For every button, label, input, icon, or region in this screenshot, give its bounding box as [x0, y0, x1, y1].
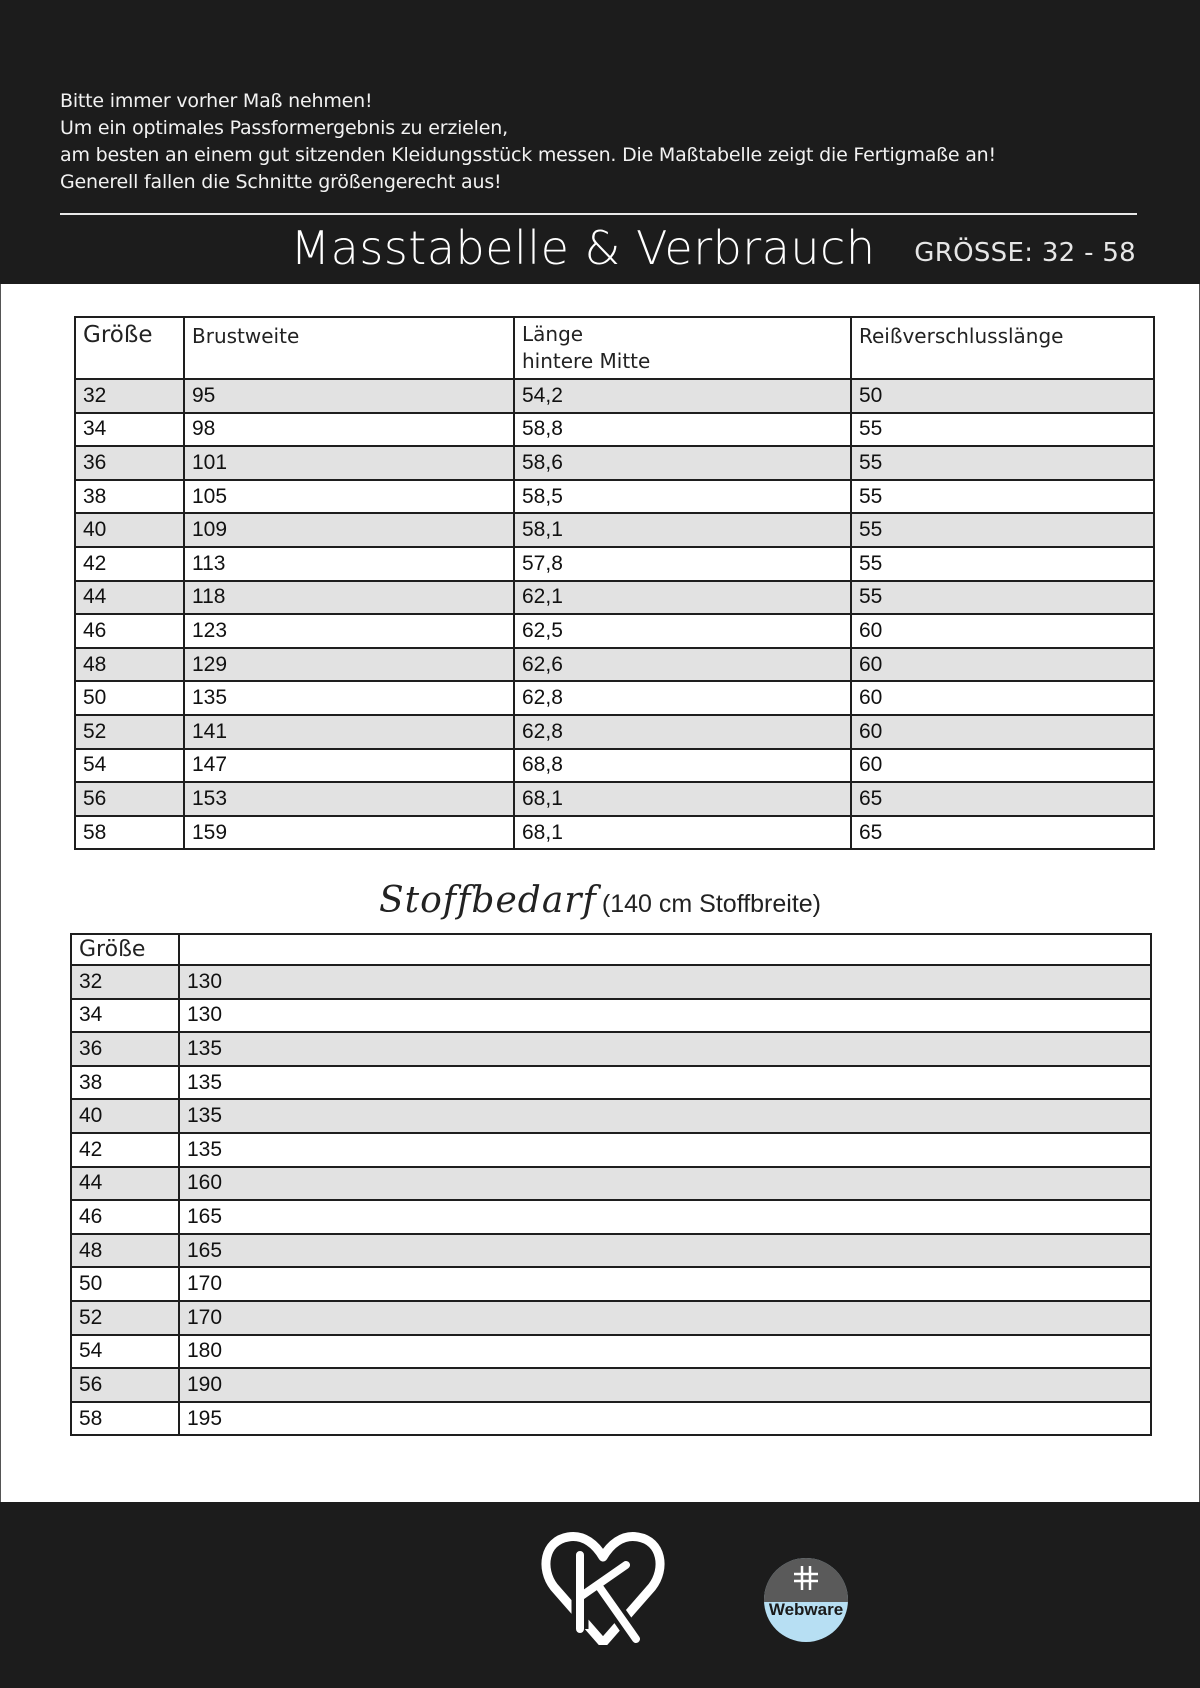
table-cell: 62,8: [514, 715, 851, 749]
table-cell: 40: [75, 513, 184, 547]
table-cell: 58: [75, 816, 184, 850]
table-cell: 40: [71, 1099, 179, 1133]
heart-k-logo-icon: [540, 1525, 666, 1645]
table-cell: 65: [851, 816, 1154, 850]
column-header-chest: Brustweite: [184, 317, 514, 379]
table-cell: 42: [71, 1133, 179, 1167]
fabric-title: [0, 880, 1200, 921]
table-cell: 58: [71, 1402, 179, 1436]
table-cell: 34: [75, 413, 184, 447]
header-divider: [60, 213, 1137, 215]
table-cell: 123: [184, 614, 514, 648]
table-row: [71, 1167, 1151, 1201]
column-header-zipper: Reißverschlusslänge: [851, 317, 1154, 379]
table-cell: 68,1: [514, 816, 851, 850]
table-row: [75, 782, 1154, 816]
table-row: [71, 1066, 1151, 1100]
table-cell: 58,6: [514, 446, 851, 480]
table-cell: 62,5: [514, 614, 851, 648]
table-cell: 180: [179, 1335, 1151, 1369]
column-header-length-line2: hintere Mitte: [522, 349, 651, 373]
table-header-row: [75, 317, 1154, 379]
table-cell: 54,2: [514, 379, 851, 413]
table-cell: 101: [184, 446, 514, 480]
table-cell: 60: [851, 681, 1154, 715]
table-row: [71, 1301, 1151, 1335]
table-cell: 95: [184, 379, 514, 413]
table-cell: 113: [184, 547, 514, 581]
table-cell: 50: [71, 1267, 179, 1301]
table-row: [75, 614, 1154, 648]
column-header-amount: [179, 934, 1151, 965]
table-cell: 54: [75, 749, 184, 783]
table-cell: 160: [179, 1167, 1151, 1201]
table-row: [75, 581, 1154, 615]
table-cell: 50: [851, 379, 1154, 413]
table-cell: 60: [851, 749, 1154, 783]
table-row: [75, 681, 1154, 715]
table-cell: 58,8: [514, 413, 851, 447]
table-cell: 130: [179, 965, 1151, 999]
page-title: Masstabelle & Verbrauch: [290, 221, 876, 275]
intro-line: Bitte immer vorher Maß nehmen!: [60, 90, 373, 112]
table-cell: 55: [851, 547, 1154, 581]
table-row: [75, 749, 1154, 783]
table-cell: 55: [851, 446, 1154, 480]
table-cell: 52: [71, 1301, 179, 1335]
table-cell: 135: [184, 681, 514, 715]
table-cell: 135: [179, 1066, 1151, 1100]
table-row: [75, 547, 1154, 581]
table-cell: 68,1: [514, 782, 851, 816]
badge-label: Webware: [768, 1600, 844, 1619]
table-row: [75, 648, 1154, 682]
table-cell: 56: [75, 782, 184, 816]
table-row: [71, 1402, 1151, 1436]
table-cell: 56: [71, 1368, 179, 1402]
table-cell: 58,1: [514, 513, 851, 547]
table-cell: 36: [75, 446, 184, 480]
table-cell: 44: [75, 581, 184, 615]
grid-icon: [792, 1564, 820, 1592]
table-row: [75, 480, 1154, 514]
header: [0, 0, 1200, 284]
intro-text: [60, 88, 1140, 196]
table-cell: 170: [179, 1301, 1151, 1335]
table-row: [71, 1335, 1151, 1369]
table-row: [71, 1267, 1151, 1301]
table-cell: 147: [184, 749, 514, 783]
table-cell: 98: [184, 413, 514, 447]
fabric-table: [70, 933, 1152, 1436]
table-cell: 55: [851, 480, 1154, 514]
table-cell: 38: [75, 480, 184, 514]
table-cell: 34: [71, 999, 179, 1033]
table-row: [75, 715, 1154, 749]
table-row: [71, 999, 1151, 1033]
table-cell: 46: [71, 1200, 179, 1234]
table-cell: 195: [179, 1402, 1151, 1436]
table-cell: 65: [851, 782, 1154, 816]
table-cell: 36: [71, 1032, 179, 1066]
table-row: [71, 1200, 1151, 1234]
table-cell: 165: [179, 1234, 1151, 1268]
table-cell: 60: [851, 614, 1154, 648]
intro-line: Generell fallen die Schnitte größengerecht aus!: [60, 171, 502, 193]
table-row: [71, 1234, 1151, 1268]
table-row: [71, 1099, 1151, 1133]
fabric-title-sub: (140 cm Stoffbreite): [601, 890, 822, 918]
table-row: [75, 816, 1154, 850]
table-cell: 60: [851, 715, 1154, 749]
column-header-size: Größe: [75, 317, 184, 379]
table-row: [71, 1133, 1151, 1167]
table-cell: 62,8: [514, 681, 851, 715]
column-header-size: Größe: [71, 934, 179, 965]
column-header-length: [514, 317, 851, 379]
table-cell: 62,1: [514, 581, 851, 615]
table-row: [71, 1032, 1151, 1066]
webware-badge: [764, 1558, 848, 1642]
table-cell: 32: [71, 965, 179, 999]
table-cell: 62,6: [514, 648, 851, 682]
table-row: [75, 413, 1154, 447]
table-cell: 54: [71, 1335, 179, 1369]
table-cell: 105: [184, 480, 514, 514]
table-cell: 38: [71, 1066, 179, 1100]
table-cell: 141: [184, 715, 514, 749]
table-cell: 190: [179, 1368, 1151, 1402]
table-cell: 109: [184, 513, 514, 547]
table-cell: 170: [179, 1267, 1151, 1301]
measure-table: [74, 316, 1155, 850]
size-range-label: GRÖSSE: 32 - 58: [914, 238, 1136, 268]
table-cell: 68,8: [514, 749, 851, 783]
table-cell: 42: [75, 547, 184, 581]
table-cell: 57,8: [514, 547, 851, 581]
table-cell: 55: [851, 413, 1154, 447]
table-cell: 135: [179, 1099, 1151, 1133]
table-cell: 135: [179, 1133, 1151, 1167]
table-row: [71, 965, 1151, 999]
table-row: [71, 1368, 1151, 1402]
table-cell: 60: [851, 648, 1154, 682]
table-header-row: [71, 934, 1151, 965]
table-cell: 55: [851, 581, 1154, 615]
table-cell: 130: [179, 999, 1151, 1033]
table-cell: 118: [184, 581, 514, 615]
table-cell: 32: [75, 379, 184, 413]
column-header-length-line1: Länge: [522, 322, 584, 346]
table-cell: 52: [75, 715, 184, 749]
table-row: [75, 513, 1154, 547]
table-cell: 129: [184, 648, 514, 682]
table-cell: 165: [179, 1200, 1151, 1234]
table-cell: 153: [184, 782, 514, 816]
intro-line: Um ein optimales Passformergebnis zu erzielen,: [60, 117, 508, 139]
table-cell: 55: [851, 513, 1154, 547]
table-cell: 58,5: [514, 480, 851, 514]
table-row: [75, 379, 1154, 413]
intro-line: am besten an einem gut sitzenden Kleidungsstück messen. Die Maßtabelle zeigt die Fertigmaße an!: [60, 144, 996, 166]
table-cell: 50: [75, 681, 184, 715]
table-cell: 46: [75, 614, 184, 648]
table-cell: 44: [71, 1167, 179, 1201]
table-cell: 159: [184, 816, 514, 850]
table-cell: 135: [179, 1032, 1151, 1066]
fabric-title-script: Stoffbedarf: [378, 880, 597, 921]
table-cell: 48: [75, 648, 184, 682]
table-cell: 48: [71, 1234, 179, 1268]
table-row: [75, 446, 1154, 480]
